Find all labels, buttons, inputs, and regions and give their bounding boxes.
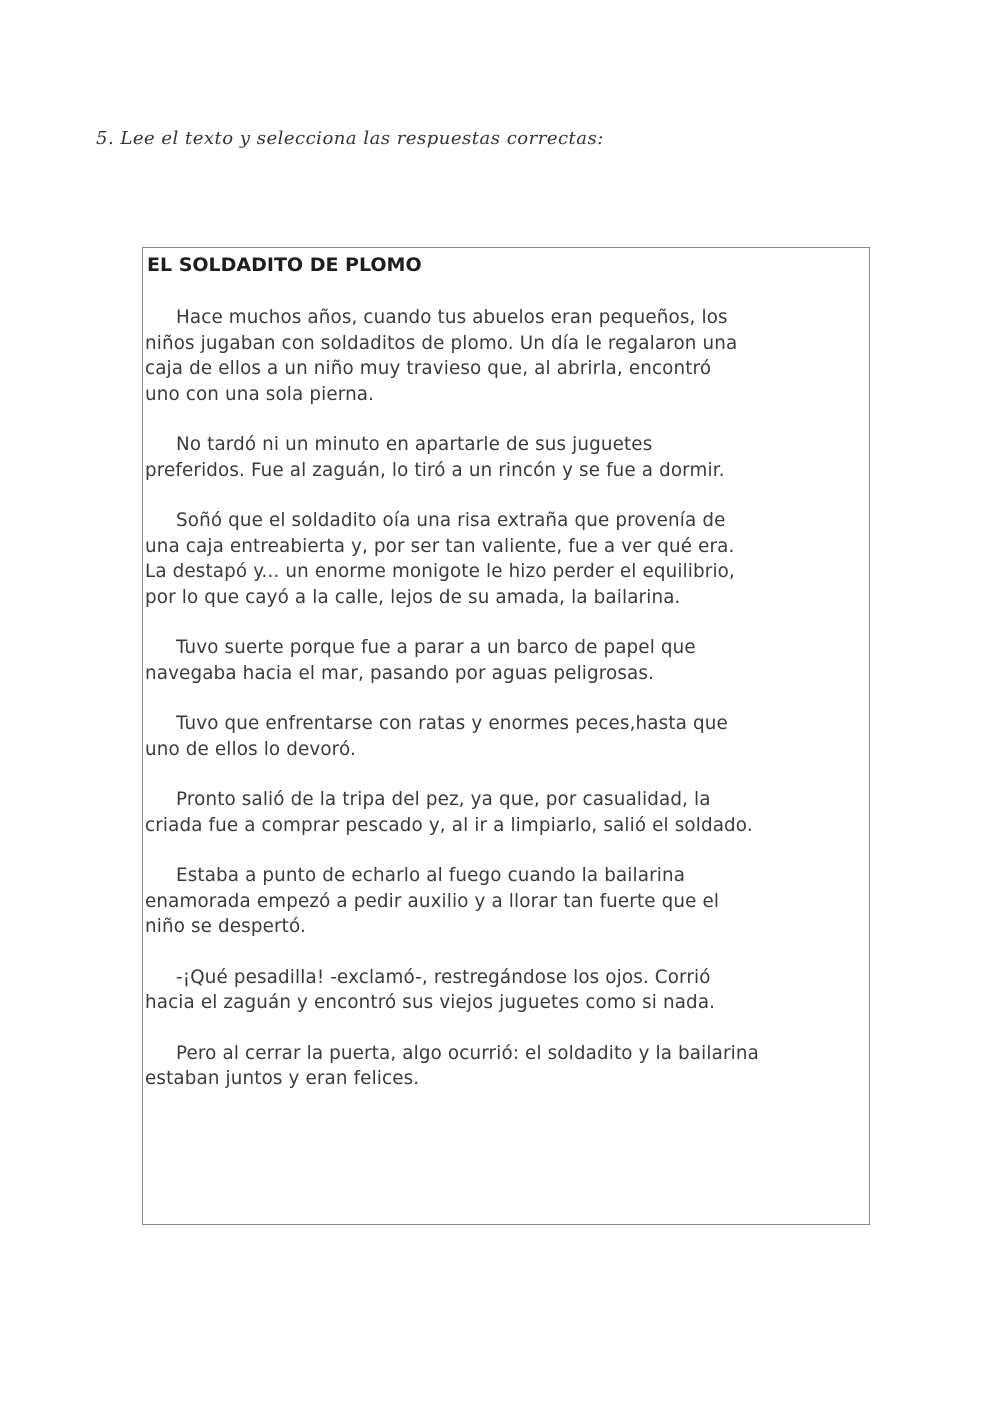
story-text-box [142,247,870,1225]
paragraph-line: por lo que cayó a la calle, lejos de su amada, la bailarina. [145,586,681,608]
paragraph-line: La destapó y... un enorme monigote le hizo perder el equilibrio, [145,561,735,582]
story-paragraph [145,432,867,483]
paragraph-line: una caja entreabierta y, por ser tan valiente, fue a ver qué era. [145,535,735,557]
paragraph-line: -¡Qué pesadilla! -exclamó-, restregándose los ojos. Corrió [176,966,711,988]
story-title: EL SOLDADITO DE PLOMO [147,254,422,276]
story-paragraph [145,711,867,762]
paragraph-line: No tardó ni un minuto en apartarle de sus juguetes [176,434,653,455]
paragraph-line: Pero al cerrar la puerta, algo ocurrió: el soldadito y la bailarina [176,1042,759,1064]
paragraph-line: niños jugaban con soldaditos de plomo. Un día le regalaron una [145,332,738,354]
paragraph-line: enamorada empezó a pedir auxilio y a llorar tan fuerte que el [145,890,720,912]
paragraph-line: Soñó que el soldadito oía una risa extraña que provenía de [176,510,726,531]
paragraph-line: criada fue a comprar pescado y, al ir a limpiarlo, salió el soldado. [145,814,753,836]
paragraph-line: Tuvo que enfrentarse con ratas y enormes peces,hasta que [176,713,728,734]
paragraph-line: navegaba hacia el mar, pasando por aguas peligrosas. [145,662,655,684]
paragraph-line: Hace muchos años, cuando tus abuelos eran pequeños, los [176,307,728,328]
paragraph-line: uno con una sola pierna. [145,383,375,405]
story-paragraph [145,635,867,686]
exercise-instruction: 5. Lee el texto y selecciona las respuestas correctas: [96,128,604,149]
paragraph-line: hacia el zaguán y encontró sus viejos juguetes como si nada. [145,992,716,1013]
paragraph-line: caja de ellos a un niño muy travieso que, al abrirla, encontró [145,358,712,379]
story-paragraph [145,1041,867,1092]
paragraph-line: Estaba a punto de echarlo al fuego cuando la bailarina [176,865,686,886]
paragraph-line: preferidos. Fue al zaguán, lo tiró a un rincón y se fue a dormir. [145,459,725,481]
story-paragraph [145,787,867,838]
paragraph-line: uno de ellos lo devoró. [145,738,356,760]
story-paragraph [145,305,867,407]
paragraph-line: niño se despertó. [145,916,306,937]
story-paragraph [145,863,867,940]
paragraph-line: estaban juntos y eran felices. [145,1068,420,1089]
story-paragraph [145,508,867,610]
paragraph-line: Tuvo suerte porque fue a parar a un barco de papel que [176,637,696,658]
story-paragraph [145,965,867,1016]
paragraph-line: Pronto salió de la tripa del pez, ya que, por casualidad, la [176,789,711,810]
story-body [145,305,867,1117]
